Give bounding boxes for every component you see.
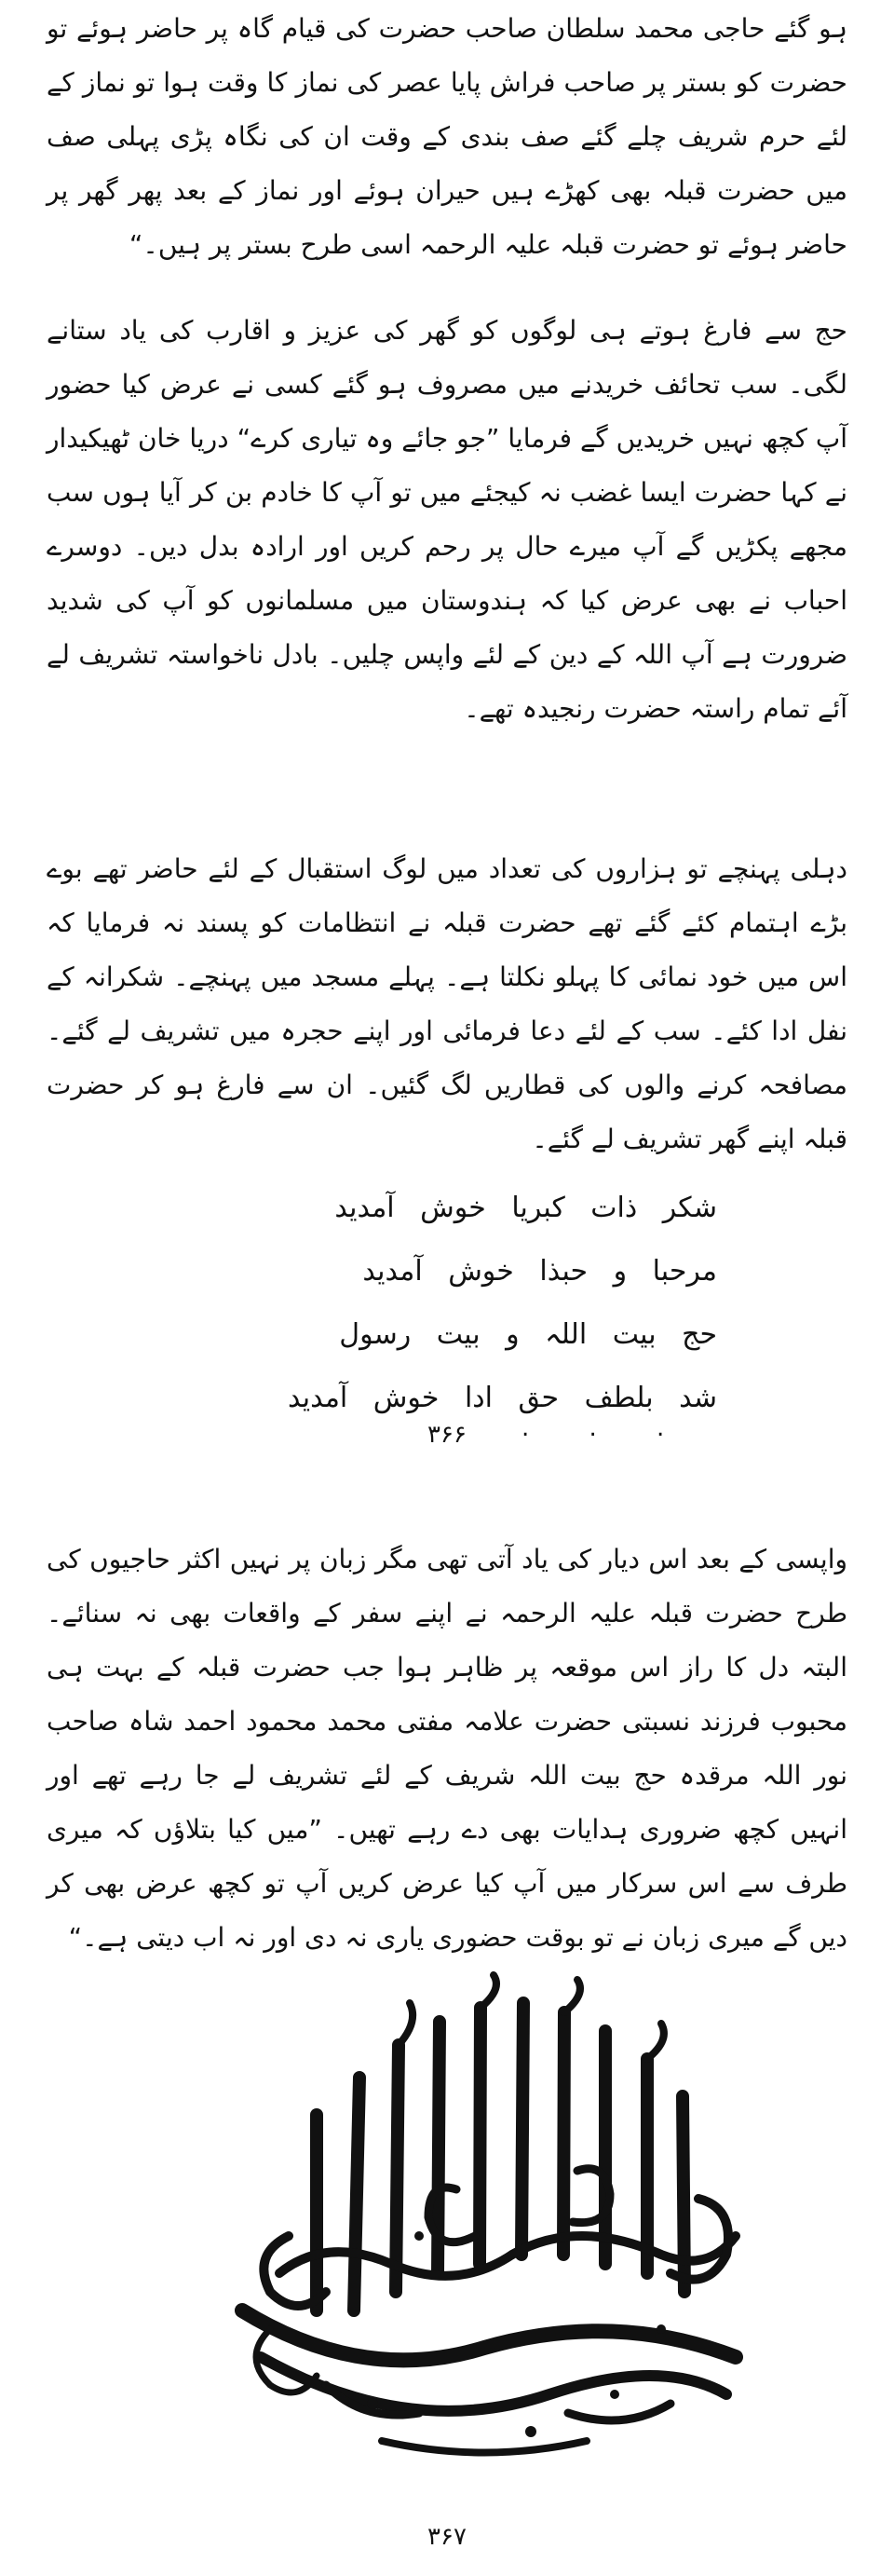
poem: [196, 1177, 717, 1430]
page-number-top: ۳۶۶: [427, 1421, 467, 1449]
paragraph-4: [47, 1533, 847, 1965]
calligraphy-emblem: [177, 1956, 792, 2478]
paragraph-2-text: حج سے فارغ ہوتے ہی لوگوں کو گھر کی عزیز و اقارب کی یاد ستانے لگی۔ سب تحائف خریدنے میں مصروف ہو گئے کسی نے عرض کیا حضور آپ کچھ نہیں خریدیں گے فرمایا ”جو جائے وہ تیاری کرے“ دریا خان ٹھیکیدار نے کہا حضرت ایسا غضب نہ کیجئے میں تو آپ کا خادم بن کر آیا ہوں سب مجھے پکڑیں گے آپ میرے حال پر رحم کریں اور ارادہ بدل دیں۔ دوسرے احباب نے بھی عرض کیا کہ ہندوستان میں مسلمانوں کو آپ کی شدید ضرورت ہے آپ اللہ کے دین کے لئے واپس چلیں۔ بادل ناخواستہ تشریف لے آئے تمام راستہ حضرت رنجیدہ تھے۔: [47, 315, 847, 724]
poem-line: شد بلطف حق ادا خوش آمدید: [287, 1382, 717, 1414]
paragraph-3: [47, 842, 847, 1166]
decorative-dots: . . .: [522, 1414, 691, 1442]
paragraph-1: [47, 2, 847, 272]
page-number-bottom: ۳۶۷: [427, 2523, 467, 2551]
poem-line: مرحبا و حبذا خوش آمدید: [362, 1255, 717, 1288]
paragraph-1-text: ہو گئے حاجی محمد سلطان صاحب حضرت کی قیام گاہ پر حاضر ہوئے تو حضرت کو بستر پر صاحب فراش پایا عصر کی نماز کا وقت ہوا تو نماز کے لئے حرم شریف چلے گئے صف بندی کے وقت ان کی نگاہ پڑی پہلی صف میں حضرت قبلہ بھی کھڑے ہیں حیران ہوئے اور نماز کے بعد پھر گھر پر حاضر ہوئے تو حضرت قبلہ علیہ الرحمہ اسی طرح بستر پر ہیں۔“: [47, 13, 848, 260]
paragraph-3-text: دہلی پہنچے تو ہزاروں کی تعداد میں لوگ استقبال کے لئے حاضر تھے بوے بڑے اہتمام کئے گئے تھے حضرت قبلہ نے انتظامات کو پسند نہ فرمایا کہ اس میں خود نمائی کا پہلو نکلتا ہے۔ پہلے مسجد میں پہنچے۔ شکرانہ کے نفل ادا کئے۔ سب کے لئے دعا فرمائی اور اپنے حجرہ میں تشریف لے گئے۔ مصافحہ کرنے والوں کی قطاریں لگ گئیں۔ ان سے فارغ ہو کر حضرت قبلہ اپنے گھر تشریف لے گئے۔: [47, 853, 847, 1154]
poem-line: شکر ذات کبریا خوش آمدید: [334, 1192, 717, 1224]
paragraph-4-text: واپسی کے بعد اس دیار کی یاد آتی تھی مگر زبان پر نہیں اکثر حاجیوں کی طرح حضرت قبلہ علیہ الرحمہ نے اپنے سفر کے واقعات بھی نہ سنائے۔ البتہ دل کا راز اس موقعہ پر ظاہر ہوا جب حضرت قبلہ کے بہت ہی محبوب فرزند نسبتی حضرت علامہ مفتی محمد محمود احمد شاہ صاحب نور اللہ مرقدہ حج بیت اللہ شریف کے لئے تشریف لے جا رہے تھے اور انہیں کچھ ضروری ہدایات بھی دے رہے تھیں۔ ”میں کیا بتلاؤں کہ میری طرف سے اس سرکار میں آپ کیا عرض کریں آپ تو کچھ عرض بھی کر دیں گے میری زبان نے تو بوقت حضوری یاری نہ دی اور نہ اب دیتی ہے۔“: [47, 1544, 847, 1953]
paragraph-2: [47, 304, 847, 736]
poem-line: حج بیت اللہ و بیت رسول: [339, 1318, 717, 1351]
